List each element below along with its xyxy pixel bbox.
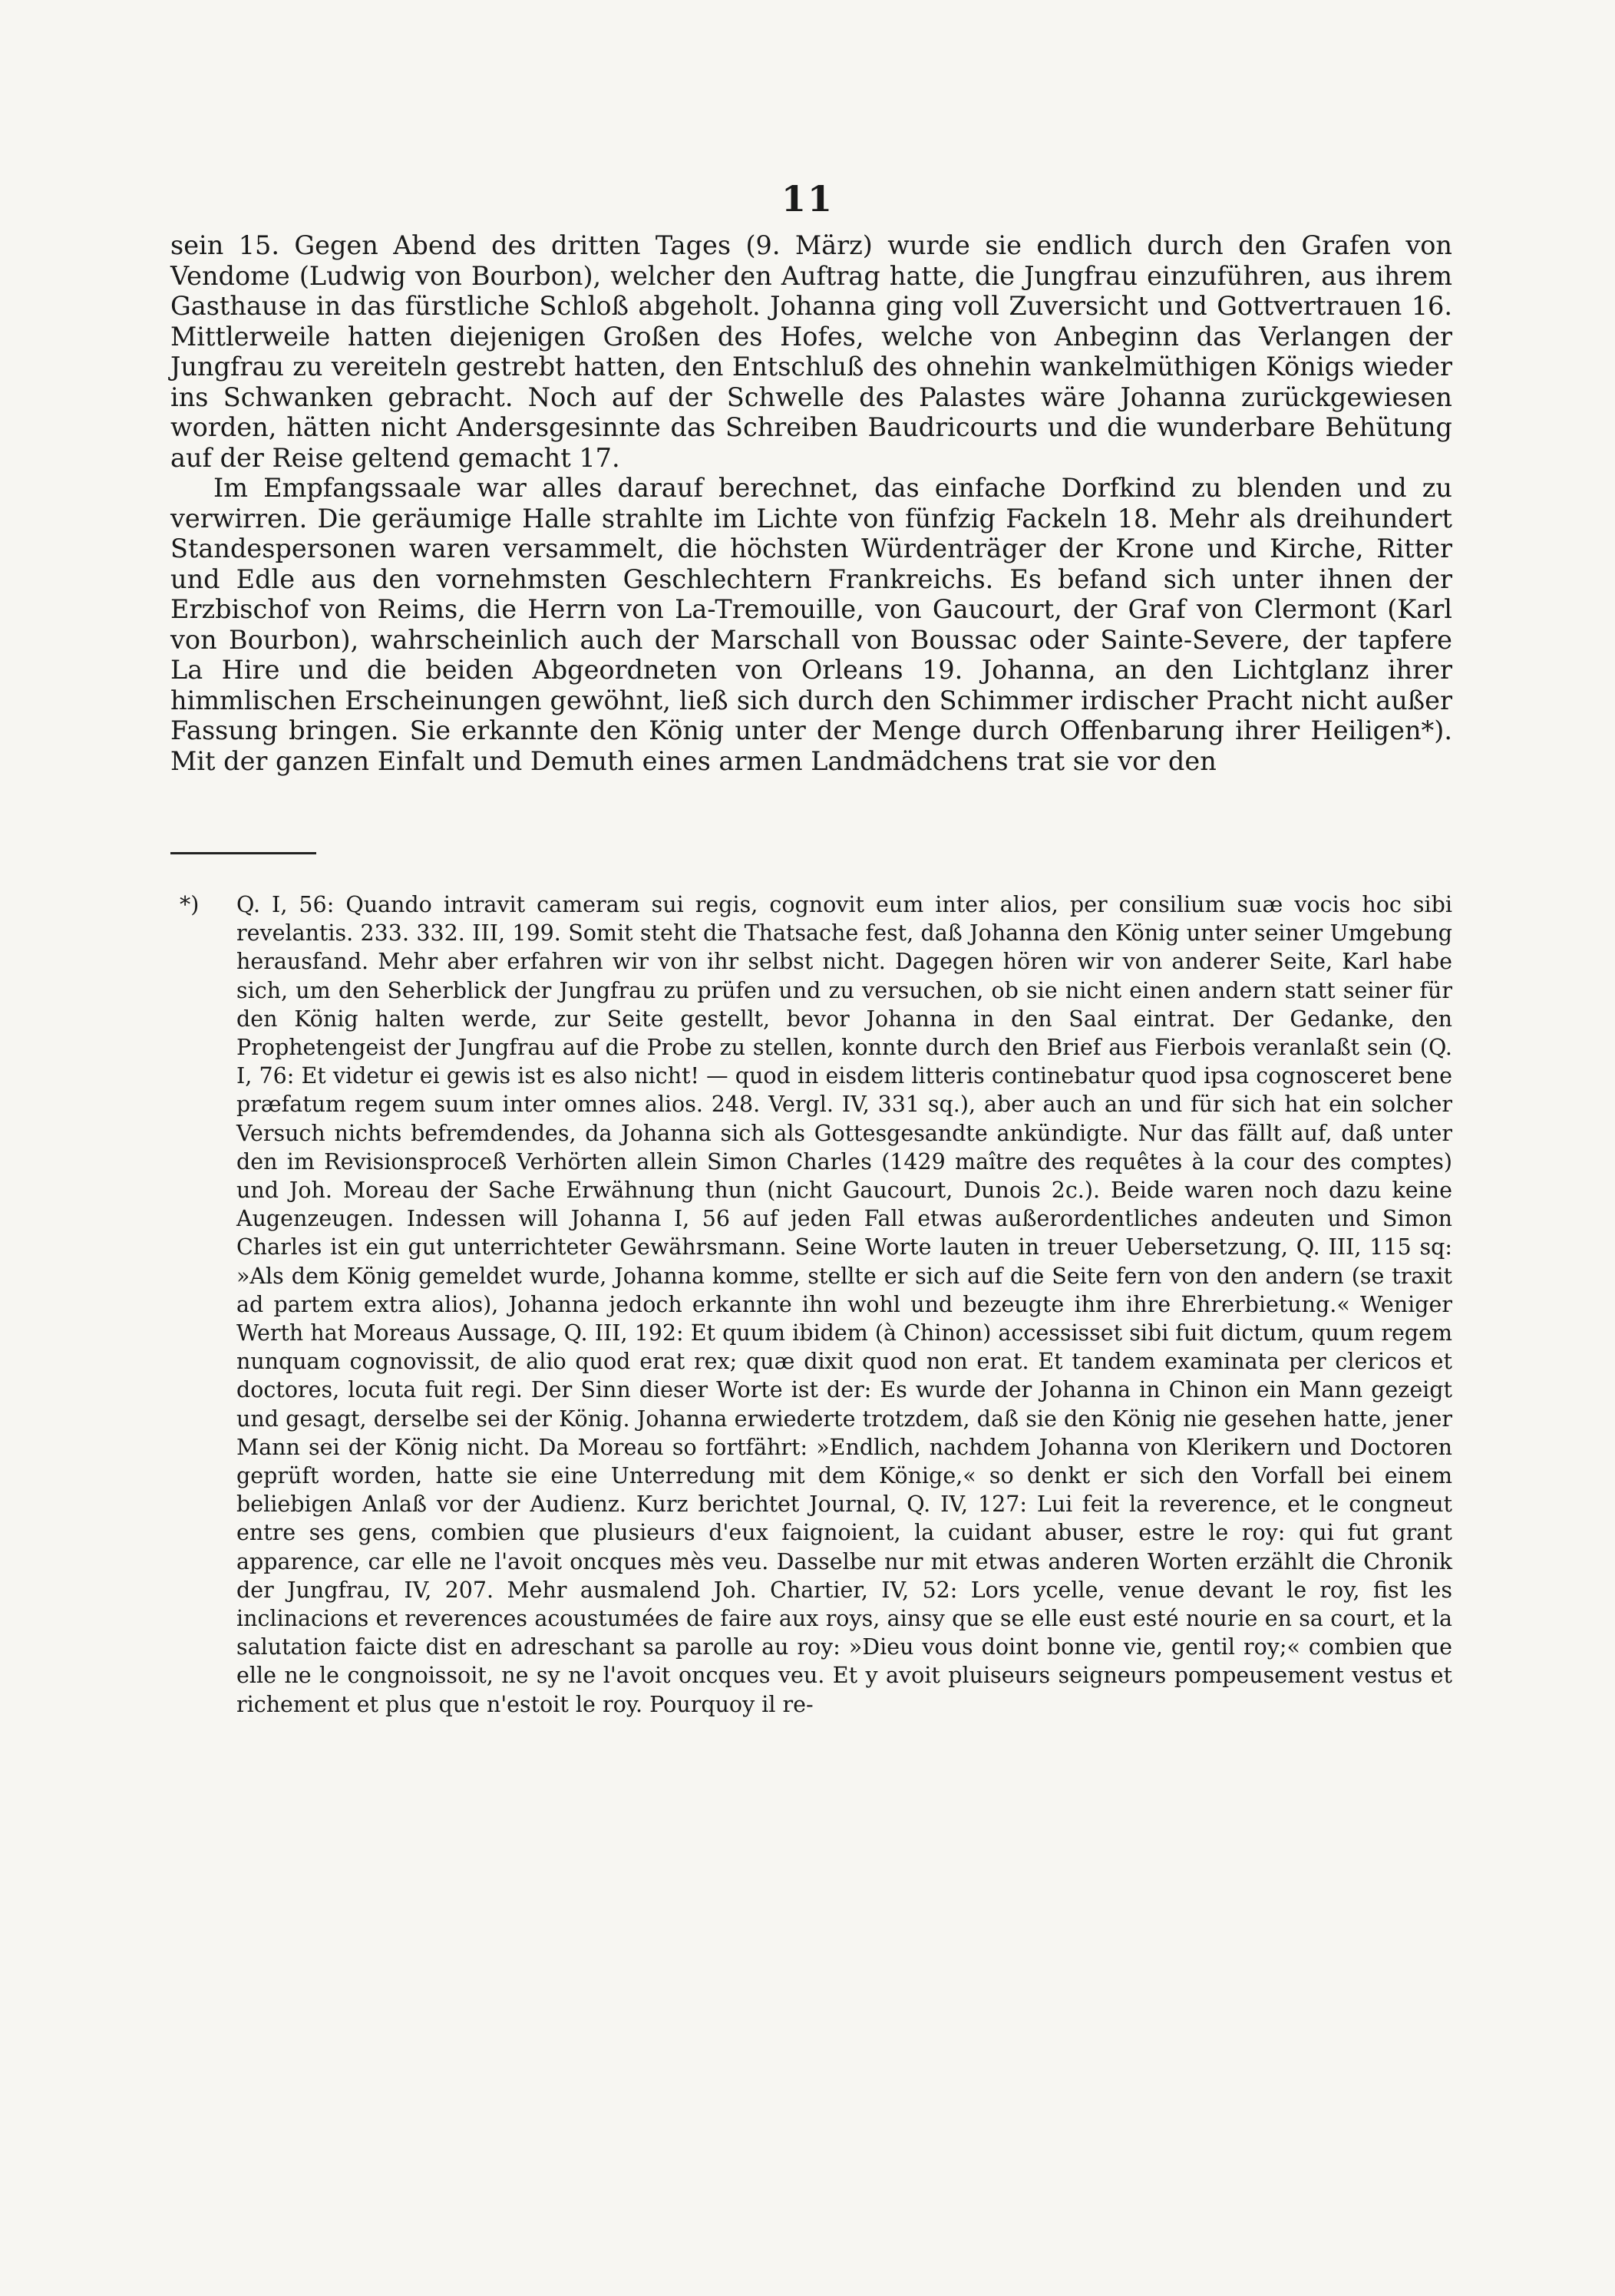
footnote-text: Q. I, 56: Quando intravit cameram sui regis, cognovit eum inter alios, per consilium suæ vocis hoc sibi revelantis. 233. 332. III, 199. Somit steht die Thatsache fest, daß Johanna den König unter seiner Umgebung herausfand. Mehr aber erfahren wir von ihr selbst nicht. Dagegen hören wir von anderer Seite, Karl habe sich, um den Seherblick der Jungfrau zu prüfen und zu versuchen, ob sie nicht einen andern statt seiner für den König halten werde, zur Seite gestellt, bevor Johanna in den Saal eintrat. Der Gedanke, den Prophetengeist der Jungfrau auf die Probe zu stellen, konnte durch den Brief aus Fierbois veranlaßt sein (Q. I, 76: Et videtur ei gewis ist es also nicht! — quod in eisdem litteris continebatur quod ipsa cognosceret bene præfatum regem suum inter omnes alios. 248. Vergl. IV, 331 sq.), aber auch an und für sich hat ein solcher Versuch nichts befremdendes, da Johanna sich als Gottesgesandte ankündigte. Nur das fällt auf, daß unter den im Revisionsproceß Verhörten allein Simon Charles (1429 maître des requêtes à la cour des comptes) und Joh. Moreau der Sache Erwähnung thun (nicht Gaucourt, Dunois 2c.). Beide waren noch dazu keine Augenzeugen. Indessen will Johanna I, 56 auf jeden Fall etwas außerordentliches andeuten und Simon Charles ist ein gut unterrichteter Gewährsmann. Seine Worte lauten in treuer Uebersetzung, Q. III, 115 sq: »Als dem König gemeldet wurde, Johanna komme, stellte er sich auf die Seite fern von den andern (se traxit ad partem extra alios), Johanna jedoch erkannte ihn wohl und bezeugte ihm ihre Ehrerbietung.« Weniger Werth hat Moreaus Aussage, Q. III, 192: Et quum ibidem (à Chinon) accessisset sibi fuit dictum, quum regem nunquam cognovissit, de alio quod erat rex; quæ dixit quod non erat. Et tandem examinata per clericos et doctores, locuta fuit regi. Der Sinn dieser Worte ist der: Es wurde der Johanna in Chinon ein Mann gezeigt und gesagt, derselbe sei der König. Johanna erwiederte trotzdem, daß sie den König nie gesehen hatte, jener Mann sei der König nicht. Da Moreau so fortfährt: »Endlich, nachdem Johanna von Klerikern und Doctoren geprüft worden, hatte sie eine Unterredung mit dem Könige,« so denkt er sich den Vorfall bei einem beliebigen Anlaß vor der Audienz. Kurz berichtet Journal, Q. IV, 127: Lui feit la reverence, et le congneut entre ses gens, combien que plusieurs d'eux faignoient, la cuidant abuser, estre le roy: qui fut grant apparence, car elle ne l'avoit oncques mès veu. Dasselbe nur mit etwas anderen Worten erzählt die Chronik der Jungfrau, IV, 207. Mehr ausmalend Joh. Chartier, IV, 52: Lors ycelle, venue devant le roy, fist les inclinacions et reverences acoustumées de faire aux roys, ainsy que se elle eust esté nourie en sa court, et la salutation faicte dist en adreschant sa parolle au roy: »Dieu vous doint bonne vie, gentil roy;« combien que elle ne le congnoissoit, ne sy ne l'avoit oncques veu. Et y avoit pluiseurs seigneurs pompeusement vestus et richement et plus que n'estoit le roy. Pourquoy il re- — [236, 892, 1452, 1717]
footnote-body — [170, 890, 1452, 1719]
page-number: 11 — [781, 178, 834, 220]
main-text — [170, 230, 1452, 776]
body-paragraph-1: sein 15. Gegen Abend des dritten Tages (9. März) wurde sie endlich durch den Grafen von Vendome (Ludwig von Bourbon), welcher den Auftrag hatte, die Jungfrau einzuführen, aus ihrem Gasthause in das fürstliche Schloß abgeholt. Johanna ging voll Zuversicht und Gottvertrauen 16. Mittlerweile hatten diejenigen Großen des Hofes, welche von Anbeginn das Verlangen der Jungfrau zu vereiteln gestrebt hatten, den Entschluß des ohnehin wankelmüthigen Königs wieder ins Schwanken gebracht. Noch auf der Schwelle des Palastes wäre Johanna zurückgewiesen worden, hätten nicht Andersgesinnte das Schreiben Baudricourts und die wunderbare Behütung auf der Reise geltend gemacht 17. — [170, 230, 1452, 473]
footnote-marker: *) — [180, 892, 200, 917]
body-paragraph-2: Im Empfangssaale war alles darauf berechnet, das einfache Dorfkind zu blenden und zu verwirren. Die geräumige Halle strahlte im Lichte von fünfzig Fackeln 18. Mehr als dreihundert Standespersonen waren versammelt, die höchsten Würdenträger der Krone und Kirche, Ritter und Edle aus den vornehmsten Geschlechtern Frankreichs. Es befand sich unter ihnen der Erzbischof von Reims, die Herrn von La-Tremouille, von Gaucourt, der Graf von Clermont (Karl von Bourbon), wahrscheinlich auch der Marschall von Boussac oder Sainte-Severe, der tapfere La Hire und die beiden Abgeordneten von Orleans 19. Johanna, an den Lichtglanz ihrer himmlischen Erscheinungen gewöhnt, ließ sich durch den Schimmer irdischer Pracht nicht außer Fassung bringen. Sie erkannte den König unter der Menge durch Offenbarung ihrer Heiligen*). Mit der ganzen Einfalt und Demuth eines armen Landmädchens trat sie vor den — [170, 473, 1452, 776]
footnote-separator — [170, 852, 316, 854]
footnote — [170, 890, 1452, 1719]
